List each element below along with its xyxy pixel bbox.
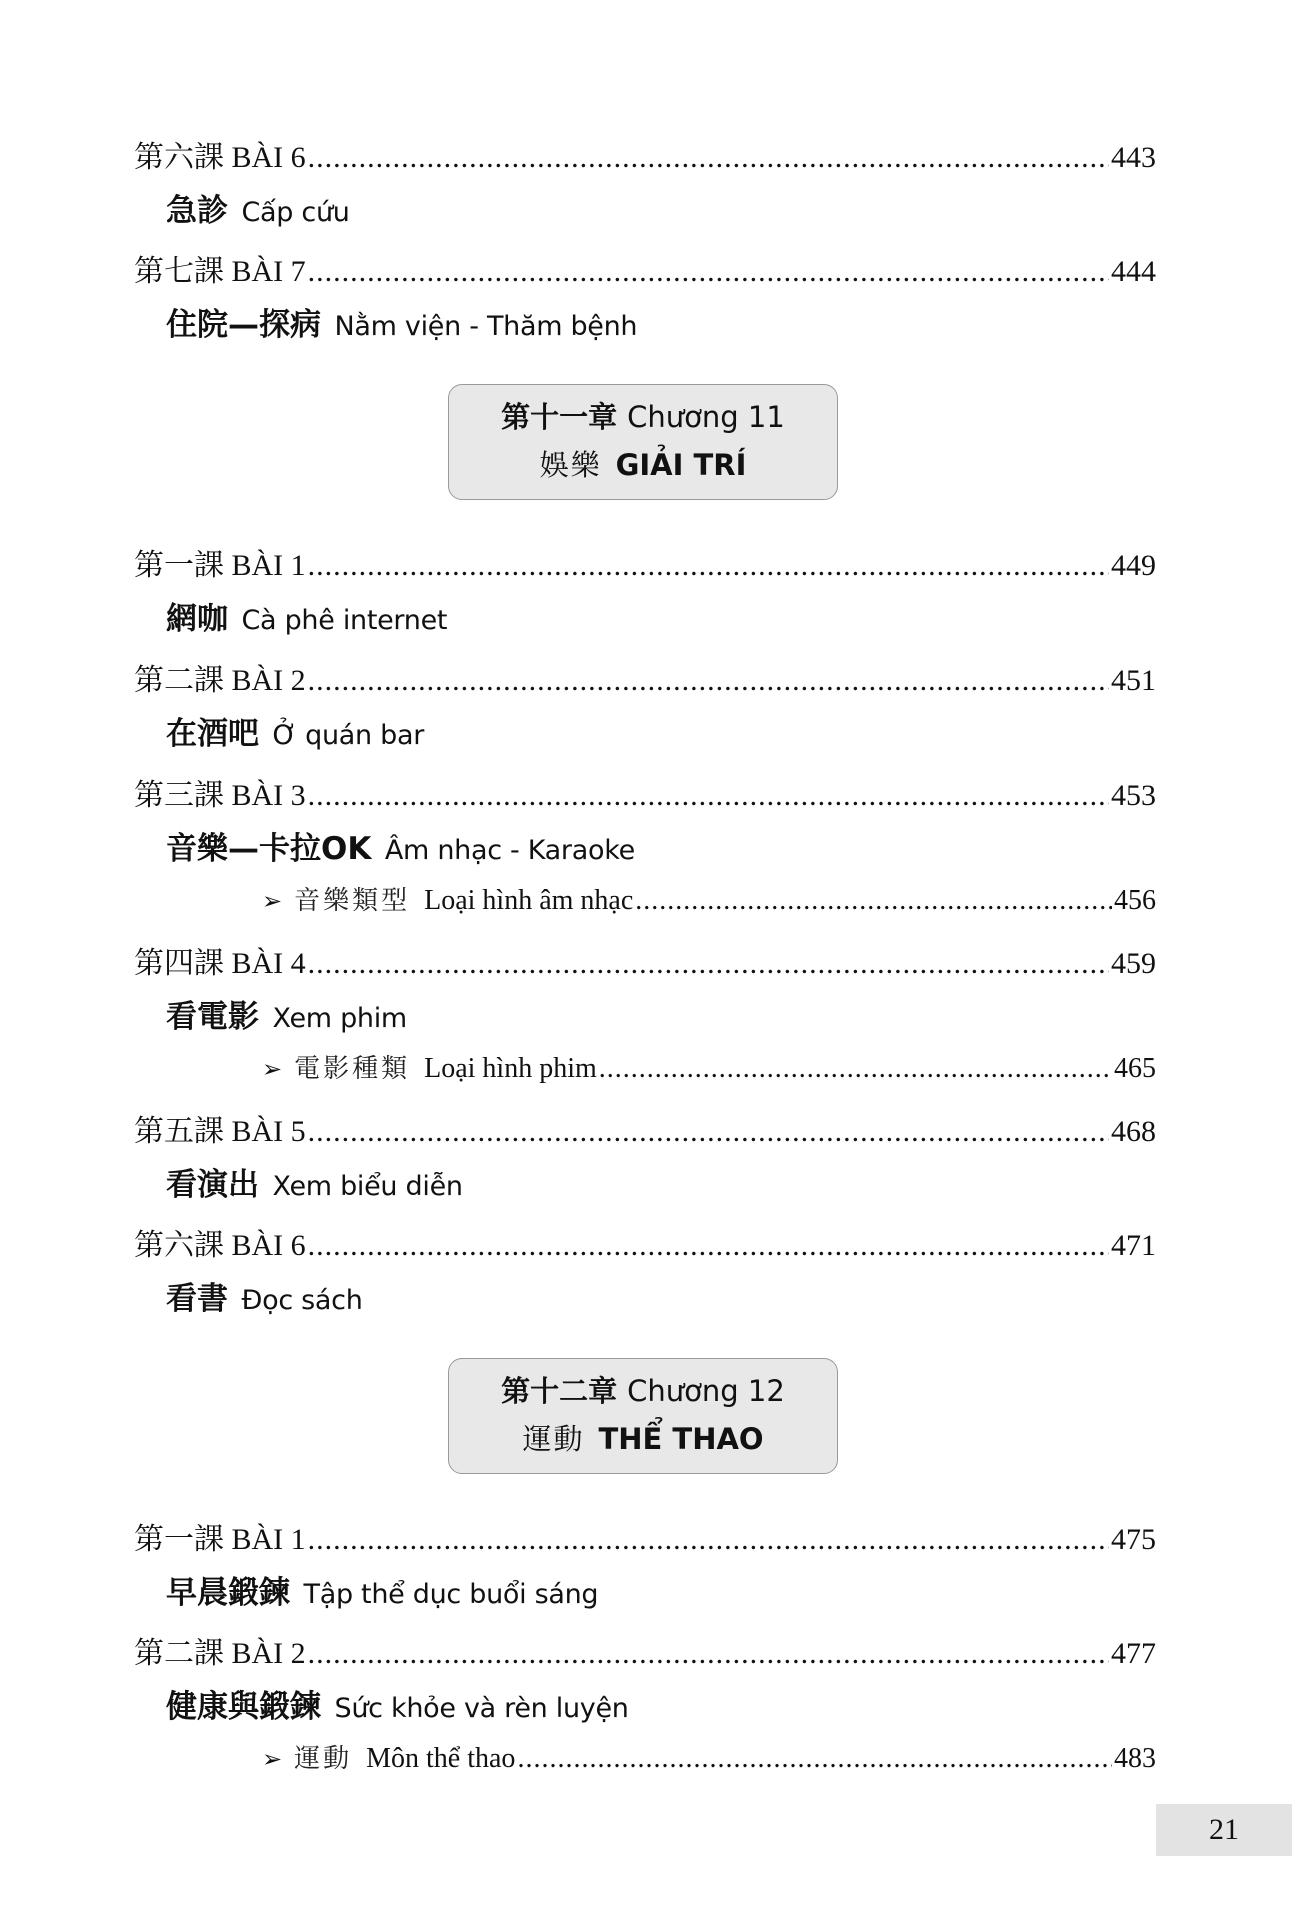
page-number: 443: [1111, 141, 1156, 174]
dot-leader: [308, 138, 1109, 178]
lesson-title: [166, 191, 1156, 233]
lesson-label: 第五課 BÀI 5: [134, 1115, 306, 1148]
toc-entry[interactable]: [134, 1226, 1156, 1321]
dot-leader: [308, 944, 1109, 984]
lesson-line: [134, 944, 1156, 984]
page-number: 449: [1111, 549, 1156, 582]
lesson-label: 第六課 BÀI 6: [134, 1229, 306, 1262]
subentry-title-vi: Loại hình âm nhạc: [424, 885, 634, 916]
lesson-line: [134, 661, 1156, 701]
lesson-title-zh: 住院—探病: [166, 307, 321, 343]
lesson-title-zh: 早晨鍛鍊: [166, 1575, 290, 1611]
subentry-title-vi: Loại hình phim: [424, 1053, 597, 1084]
lesson-line: [134, 1520, 1156, 1560]
lesson-title-vi: Xem biểu diễn: [272, 1171, 463, 1202]
lesson-label: 第四課 BÀI 4: [134, 947, 306, 980]
lesson-title-zh: 看書: [166, 1281, 228, 1317]
toc-entry[interactable]: [134, 776, 1156, 871]
chapter-12-heading: [448, 1358, 838, 1474]
lesson-title-vi: Ở quán bar: [272, 720, 425, 751]
dot-leader: [308, 1226, 1109, 1266]
page-number: 459: [1111, 947, 1156, 980]
lesson-title-zh: 音樂—卡拉OK: [166, 831, 372, 867]
toc-entry[interactable]: [134, 546, 1156, 641]
lesson-title-zh: 在酒吧: [166, 716, 259, 752]
lesson-title-zh: 看演出: [166, 1167, 259, 1203]
lesson-line: [134, 776, 1156, 816]
chapter-number-zh: 第十一章: [501, 400, 618, 434]
lesson-title: [166, 1165, 1156, 1207]
lesson-title-vi: Cà phê internet: [241, 605, 448, 636]
page-number: 456: [1114, 885, 1156, 916]
footer-page-number: 21: [1156, 1804, 1292, 1856]
page-number: 471: [1111, 1229, 1156, 1262]
toc-entry[interactable]: [134, 661, 1156, 756]
toc-entry[interactable]: [134, 252, 1156, 347]
chapter-number-vi: Chương 11: [627, 400, 785, 434]
toc-subentry[interactable]: [262, 1740, 1156, 1778]
dot-leader: [308, 252, 1109, 292]
lesson-title: [166, 1279, 1156, 1321]
toc-entry[interactable]: [134, 138, 1156, 233]
chapter-11-heading: [448, 384, 838, 500]
lesson-line: [134, 252, 1156, 292]
lesson-line: [134, 1112, 1156, 1152]
arrow-bullet-icon: ➢: [262, 1055, 283, 1083]
lesson-line: [134, 1634, 1156, 1674]
dot-leader: [517, 1740, 1112, 1778]
page-number: 444: [1111, 255, 1156, 288]
subentry-title-zh: 電影種類: [294, 1054, 411, 1084]
toc-subentry[interactable]: [262, 882, 1156, 920]
chapter-topic-zh: 娛樂: [539, 448, 602, 482]
lesson-label: 第二課 BÀI 2: [134, 664, 306, 697]
lesson-title: [166, 829, 1156, 871]
dot-leader: [308, 1520, 1109, 1560]
dot-leader: [308, 661, 1109, 701]
lesson-title-zh: 看電影: [166, 999, 259, 1035]
lesson-title: [166, 714, 1156, 756]
dot-leader: [635, 882, 1112, 920]
page-number: 477: [1111, 1637, 1156, 1670]
lesson-title-vi: Sức khỏe và rèn luyện: [334, 1693, 629, 1724]
lesson-title: [166, 997, 1156, 1039]
lesson-title-vi: Tập thể dục buổi sáng: [303, 1579, 599, 1610]
page-number: 451: [1111, 664, 1156, 697]
lesson-title-vi: Âm nhạc - Karaoke: [384, 835, 635, 866]
lesson-label: 第六課 BÀI 6: [134, 141, 306, 174]
toc-subentry[interactable]: [262, 1050, 1156, 1088]
subentry-title-zh: 運動: [294, 1744, 353, 1774]
toc-entry[interactable]: [134, 1520, 1156, 1615]
lesson-label: 第一課 BÀI 1: [134, 1523, 306, 1556]
lesson-title-vi: Xem phim: [272, 1003, 407, 1034]
lesson-title: [166, 305, 1156, 347]
chapter-number-zh: 第十二章: [501, 1374, 618, 1408]
subentry-title-vi: Môn thể thao: [366, 1743, 516, 1774]
chapter-topic-zh: 運動: [522, 1422, 585, 1456]
lesson-line: [134, 546, 1156, 586]
toc-entry[interactable]: [134, 1634, 1156, 1729]
dot-leader: [308, 1634, 1109, 1674]
chapter-topic-vi: THỂ THAO: [598, 1422, 764, 1456]
chapter-topic-vi: GIẢI TRÍ: [615, 448, 747, 482]
arrow-bullet-icon: ➢: [262, 887, 283, 915]
lesson-title-zh: 健康與鍛鍊: [166, 1689, 321, 1725]
lesson-label: 第二課 BÀI 2: [134, 1637, 306, 1670]
page-number: 465: [1114, 1053, 1156, 1084]
chapter-number-vi: Chương 12: [627, 1374, 785, 1408]
lesson-title-zh: 急診: [166, 193, 228, 229]
dot-leader: [308, 1112, 1109, 1152]
lesson-label: 第三課 BÀI 3: [134, 779, 306, 812]
page-number: 468: [1111, 1115, 1156, 1148]
arrow-bullet-icon: ➢: [262, 1745, 283, 1773]
lesson-line: [134, 1226, 1156, 1266]
toc-entry[interactable]: [134, 944, 1156, 1039]
page-number: 453: [1111, 779, 1156, 812]
lesson-title-vi: Cấp cứu: [241, 197, 350, 228]
dot-leader: [599, 1050, 1112, 1088]
subentry-title-zh: 音樂類型: [294, 886, 411, 916]
lesson-title-vi: Nằm viện - Thăm bệnh: [334, 311, 638, 342]
lesson-title-zh: 網咖: [166, 601, 228, 637]
page-number: 483: [1114, 1743, 1156, 1774]
lesson-title-vi: Đọc sách: [241, 1285, 363, 1316]
lesson-label: 第七課 BÀI 7: [134, 255, 306, 288]
lesson-title: [166, 1573, 1156, 1615]
dot-leader: [308, 776, 1109, 816]
lesson-label: 第一課 BÀI 1: [134, 549, 306, 582]
lesson-title: [166, 1687, 1156, 1729]
page-number: 475: [1111, 1523, 1156, 1556]
lesson-title: [166, 599, 1156, 641]
toc-entry[interactable]: [134, 1112, 1156, 1207]
dot-leader: [308, 546, 1109, 586]
lesson-line: [134, 138, 1156, 178]
